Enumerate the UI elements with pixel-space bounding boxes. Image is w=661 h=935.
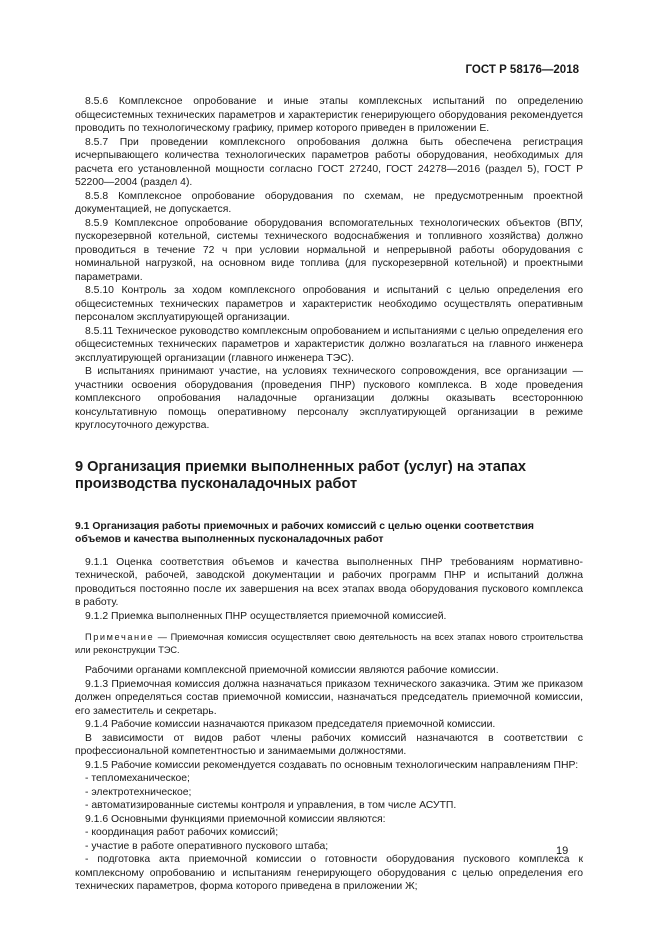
section-9-heading xyxy=(75,459,583,493)
clause-8-5-9: 8.5.9 Комплексное опробование оборудования вспомогательных технологических объектов (ВПУ, пускорезервной котельной, системы технического водоснабжения и топливного хозяйства) должно проводиться в течение 72 ч при условии нормальной и непрерывной работы оборудования с номинальной нагрузкой, на основном виде топлива (для пускорезервной котельной) и проектными параметрами. xyxy=(75,217,583,283)
list-item: - координация работ рабочих комиссий; xyxy=(85,827,279,838)
list-item: - электротехническое; xyxy=(85,786,192,798)
clause-8-5-6: 8.5.6 Комплексное опробование и иные этапы комплексных испытаний по определению общесистемных технических параметров и характеристик генерирующего оборудования рекомендуется проводить по технологическому графику, пример которого приведен в приложении Е. xyxy=(75,96,583,134)
clause-8-5-8: 8.5.8 Комплексное опробование оборудования по схемам, не предусмотренным проектной документацией, не допускается. xyxy=(75,190,583,215)
note xyxy=(75,631,583,656)
clause-9-1-5: 9.1.5 Рабочие комиссии рекомендуется создавать по основным технологическим направлениям ПНР: xyxy=(85,759,579,771)
section-9-1-heading-line2: объемов и качества выполненных пусконаладочных работ xyxy=(75,534,384,545)
list-item: - тепломеханическое; xyxy=(85,773,190,784)
paragraph-working-bodies: Рабочими органами комплексной приемочной комиссии являются рабочие комиссии. xyxy=(85,665,499,676)
clause-9-1-4: 9.1.4 Рабочие комиссии назначаются приказом председателя приемочной комиссии. xyxy=(85,719,496,730)
list-item: - участие в работе оперативного пускового штаба; xyxy=(85,840,329,852)
clause-9-1-3: 9.1.3 Приемочная комиссия должна назначаться приказом технического заказчика. Этим же приказом должен определяться состав приемочной комиссии, назначаться председатель приемочной комиссии, его заместитель и секретарь. xyxy=(75,678,583,717)
clause-8-5-11: 8.5.11 Техническое руководство комплексным опробованием и испытаниями с целью определения его общесистемных технических параметров и характеристик должно возлагаться на главного инженера эксплуатирующей организации (главного инженера ТЭС). xyxy=(75,325,583,364)
clause-8-5-10: 8.5.10 Контроль за ходом комплексного опробования и испытаний с целью определения его общесистемных технических параметров и характеристик необходимо осуществлять оперативным персоналом эксплуатирующей организации. xyxy=(75,285,583,323)
paragraph-members: В зависимости от видов работ члены рабочих комиссий назначаются в соответствии с профессиональной компетентностью и занимаемыми должностями. xyxy=(75,732,583,757)
page-body xyxy=(75,95,583,894)
list-item: - автоматизированные системы контроля и управления, в том числе АСУТП. xyxy=(85,800,457,811)
paragraph-participants: В испытаниях принимают участие, на условиях технического сопровождения, все организации — участники освоения оборудования (проведения ПНР) пускового комплекса. В ходе проведения комплексного опробования наладочные организации должны оказывать всестороннюю консультативную помощь оперативному персоналу эксплуатирующей организации в режиме круглосуточного дежурства. xyxy=(75,366,583,431)
section-9-heading-line1: 9 Организация приемки выполненных работ (услуг) на этапах xyxy=(75,458,527,475)
clause-9-1-6: 9.1.6 Основными функциями приемочной комиссии являются: xyxy=(85,813,386,825)
document-standard-id: ГОСТ Р 58176—2018 xyxy=(465,64,579,76)
clause-9-1-2: 9.1.2 Приемка выполненных ПНР осуществляется приемочной комиссией. xyxy=(85,610,447,622)
page-number: 19 xyxy=(556,845,569,857)
section-9-1-heading-line1: 9.1 Организация работы приемочных и рабочих комиссий с целью оценки соответствия xyxy=(75,520,534,532)
section-9-heading-line2: производства пусконаладочных работ xyxy=(75,475,358,492)
list-item: - подготовка акта приемочной комиссии о готовности оборудования пускового комплекса к комплексному опробованию и испытаниям генерирующего оборудования с целью определения его технических параметров, форма которого приведена в приложении Ж; xyxy=(75,854,583,892)
clause-9-1-1: 9.1.1 Оценка соответствия объемов и качества выполненных ПНР требованиям нормативно-технической, рабочей, заводской документации и рабочих программ ПНР и испытаний должна проводиться постоянно после их завершения на всех этапах ввода оборудования пускового комплекса в работу. xyxy=(75,556,583,608)
note-text: — Приемочная комиссия осуществляет свою деятельность на всех этапах нового строительства или реконструкции ТЭС. xyxy=(75,632,583,655)
section-9-1-heading xyxy=(75,520,583,547)
note-label: Примечание xyxy=(85,632,155,642)
clause-8-5-7: 8.5.7 При проведении комплексного опробования должна быть обеспечена регистрация исчерпывающего количества технологических параметров работы оборудования, необходимых для расчета его установленной мощности согласно ГОСТ 27240, ГОСТ 24278—2016 (раздел 5), ГОСТ Р 52200—2004 (раздел 4). xyxy=(75,136,583,188)
